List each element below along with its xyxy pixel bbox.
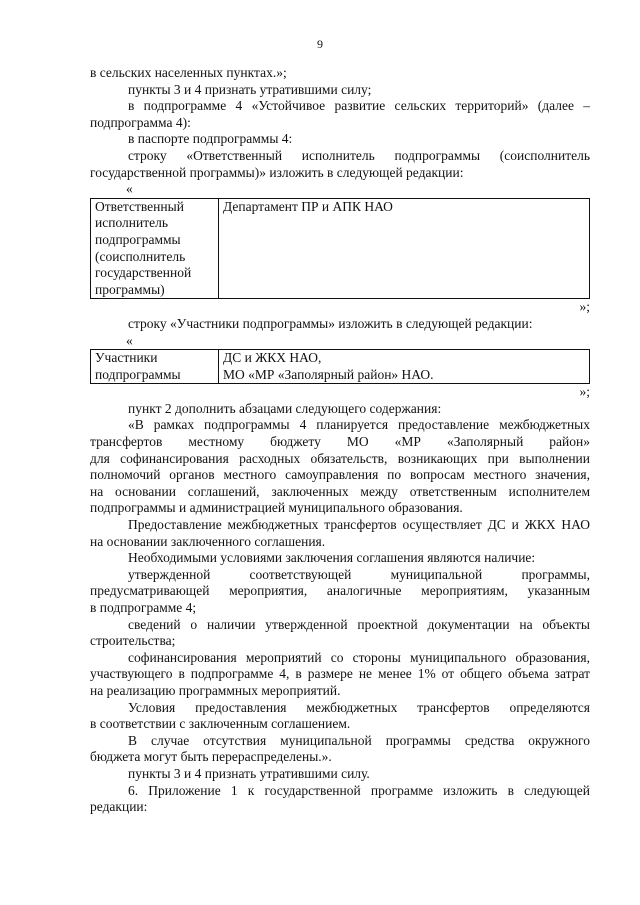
text-line: софинансирования мероприятий со стороны муниципального образования, xyxy=(128,649,590,665)
text-line: строку «Участники подпрограммы» изложить в следующей редакции: xyxy=(128,315,533,331)
table-cell-value xyxy=(219,350,590,384)
participants-table xyxy=(90,349,590,384)
text-line: трансфертов местному бюджету МО «МР «Заполярный район» xyxy=(90,434,590,450)
document-body xyxy=(90,65,590,816)
text-line: для софинансирования расходных обязательств, возникающих при выполнении xyxy=(90,450,590,466)
text-line: предусматривающей мероприятия, аналогичные мероприятиям, указанным xyxy=(90,583,590,599)
executor-table xyxy=(90,198,590,300)
text-line: В случае отсутствия муниципальной программы средства окружного xyxy=(128,732,590,748)
text-line: 6. Приложение 1 к государственной программе изложить в следующей xyxy=(128,782,590,798)
text-line: в сельских населенных пунктах.»; xyxy=(90,65,287,80)
cell-line: исполнитель xyxy=(95,215,168,231)
text-line: полномочий органов местного самоуправления по вопросам местного значения, xyxy=(90,467,590,483)
text-line: Условия предоставления межбюджетных трансфертов определяются xyxy=(128,699,590,715)
text-line: пункт 2 дополнить абзацами следующего содержания: xyxy=(128,400,442,416)
text-line: в подпрограмме 4; xyxy=(90,600,197,615)
text-line: строку «Ответственный исполнитель подпрограммы (соисполнитель xyxy=(128,147,590,163)
open-quote: « xyxy=(126,332,133,348)
text-line: в подпрограмме 4 «Устойчивое развитие сельских территорий» (далее – xyxy=(128,98,590,114)
cell-line: Участники xyxy=(95,350,158,366)
cell-line: подпрограммы xyxy=(95,366,181,382)
table-cell-label xyxy=(91,198,219,299)
text-line: строительства; xyxy=(90,633,176,649)
text-line: в паспорте подпрограммы 4: xyxy=(128,131,293,147)
text-line: пункты 3 и 4 признать утратившими силу; xyxy=(128,81,372,97)
cell-line: программы) xyxy=(95,281,165,297)
text-line: сведений о наличии утвержденной проектной документации на объекты xyxy=(128,616,590,632)
close-quote: »; xyxy=(579,384,590,400)
text-line: бюджета могут быть перераспределены.». xyxy=(90,749,332,765)
text-line: редакции: xyxy=(90,799,148,815)
text-line: в соответствии с заключенным соглашением. xyxy=(90,716,351,732)
text-line: «В рамках подпрограммы 4 планируется предоставление межбюджетных xyxy=(128,417,590,433)
cell-line: МО «МР «Заполярный район» НАО. xyxy=(223,366,434,382)
text-line: Предоставление межбюджетных трансфертов осуществляет ДС и ЖКХ НАО xyxy=(128,517,590,533)
cell-line: государственной xyxy=(95,265,192,281)
text-line: Необходимыми условиями заключения соглашения являются наличие: xyxy=(128,550,536,566)
text-line: на основании заключенного соглашения. xyxy=(90,533,326,549)
cell-line: Ответственный xyxy=(95,198,184,214)
close-quote: »; xyxy=(579,299,590,315)
text-line: утвержденной соответствующей муниципальной программы, xyxy=(128,566,590,582)
cell-line: подпрограммы xyxy=(95,231,181,247)
cell-line: (соисполнитель xyxy=(95,248,186,264)
text-line: на основании соглашений, заключенных между ответственным исполнителем xyxy=(90,483,590,499)
page-number: 9 xyxy=(317,37,323,51)
text-line: на реализацию программных мероприятий. xyxy=(90,682,341,698)
text-line: участвующего в подпрограмме 4, в размере не менее 1% от общего объема затрат xyxy=(90,666,590,682)
text-line: государственной программы)» изложить в следующей редакции: xyxy=(90,164,464,180)
table-row xyxy=(91,198,590,299)
table-cell-label xyxy=(91,350,219,384)
text-line: подпрограммы и администрацией муниципального образования. xyxy=(90,500,463,516)
text-line: подпрограмма 4): xyxy=(90,114,191,130)
cell-line: ДС и ЖКХ НАО, xyxy=(223,350,322,366)
table-row xyxy=(91,350,590,384)
open-quote: « xyxy=(126,181,133,197)
table-cell-value: Департамент ПР и АПК НАО xyxy=(219,198,590,299)
text-line: пункты 3 и 4 признать утратившими силу. xyxy=(128,765,370,781)
